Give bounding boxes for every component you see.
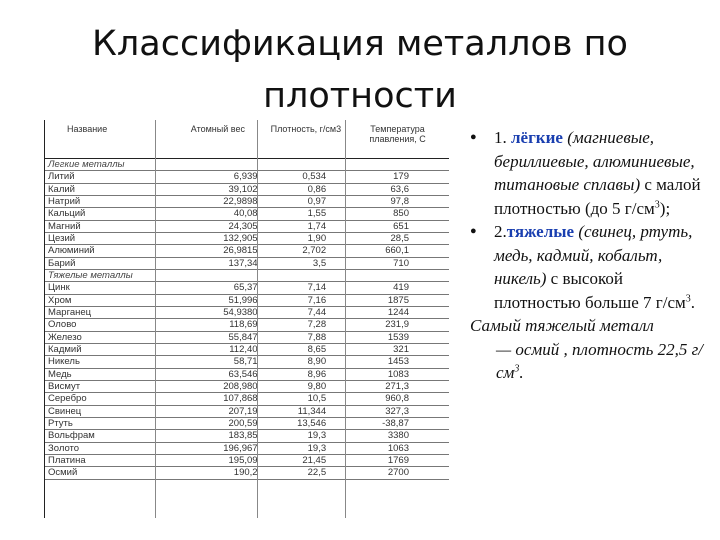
header-density: Плотность, г/см3 — [266, 120, 347, 159]
table-row — [45, 430, 449, 442]
cell-atomic-weight: 132,905 — [170, 232, 265, 244]
cell-atomic-weight: 22,9898 — [170, 195, 265, 207]
table-header-row — [45, 120, 449, 159]
cell-name: Литий — [45, 171, 170, 183]
cell-melting-point: 660,1 — [346, 245, 449, 257]
table-row — [45, 368, 449, 380]
table-row — [45, 171, 449, 183]
cell-name: Кальций — [45, 208, 170, 220]
header-atomic-weight: Атомный вес — [170, 120, 265, 159]
cell-density: 19,3 — [266, 430, 347, 442]
table-row — [45, 257, 449, 269]
cell-density: 11,344 — [266, 405, 347, 417]
heavy-metals-text: 2.тяжелые (свинец, ртуть, медь, кадмий, кобальт, никель) с высокой плотностью больше 7 $г/см^3$. — [494, 222, 696, 312]
cell-name: Платина — [45, 454, 170, 466]
cell-density: 1,74 — [266, 220, 347, 232]
cell-density: 22,5 — [266, 467, 347, 479]
cell-melting-point: 97,8 — [346, 195, 449, 207]
table-row — [45, 220, 449, 232]
cell-melting-point: 1083 — [346, 368, 449, 380]
cell-name: Ртуть — [45, 417, 170, 429]
table-row — [45, 442, 449, 454]
cell-atomic-weight: 195,09 — [170, 454, 265, 466]
cell-atomic-weight: 39,102 — [170, 183, 265, 195]
cell-atomic-weight: 51,996 — [170, 294, 265, 306]
cell-density: 3,5 — [266, 257, 347, 269]
cell-melting-point: 419 — [346, 282, 449, 294]
header-name: Название — [45, 120, 170, 159]
cell-density: 2,702 — [266, 245, 347, 257]
cell-melting-point: 63,6 — [346, 183, 449, 195]
cell-density: 0,534 — [266, 171, 347, 183]
light-metals-text: 1. лёгкие (магниевые, бериллиевые, алюминиевые, титановые сплавы) с малой плотностью (до 5 $г/см^3$); — [494, 128, 701, 218]
group-label: Тяжелые металлы — [45, 269, 449, 281]
cell-atomic-weight: 26,9815 — [170, 245, 265, 257]
table-row — [45, 343, 449, 355]
cell-atomic-weight: 207,19 — [170, 405, 265, 417]
cell-atomic-weight: 190,2 — [170, 467, 265, 479]
cell-density: 9,80 — [266, 380, 347, 392]
column-divider — [345, 120, 346, 518]
cell-density: 8,90 — [266, 356, 347, 368]
cell-atomic-weight: 65,37 — [170, 282, 265, 294]
cell-name: Золото — [45, 442, 170, 454]
cell-atomic-weight: 200,59 — [170, 417, 265, 429]
cell-atomic-weight: 112,40 — [170, 343, 265, 355]
table-row — [45, 232, 449, 244]
cell-melting-point: 231,9 — [346, 319, 449, 331]
cell-atomic-weight: 183,85 — [170, 430, 265, 442]
cell-melting-point: 1063 — [346, 442, 449, 454]
cell-melting-point: 1453 — [346, 356, 449, 368]
table-row — [45, 208, 449, 220]
cell-density: 21,45 — [266, 454, 347, 466]
cell-melting-point: 710 — [346, 257, 449, 269]
header-melting-point: Температура плавления, С — [346, 120, 449, 159]
list-item-heavy — [470, 220, 710, 314]
table-row — [45, 294, 449, 306]
group-label: Легкие металлы — [45, 159, 449, 171]
slide-title-line2: плотности — [263, 76, 457, 116]
cell-atomic-weight: 55,847 — [170, 331, 265, 343]
cell-name: Железо — [45, 331, 170, 343]
cell-name: Медь — [45, 368, 170, 380]
cell-name: Марганец — [45, 306, 170, 318]
cell-atomic-weight: 6,939 — [170, 171, 265, 183]
column-divider — [155, 120, 156, 518]
table-row — [45, 417, 449, 429]
cell-name: Вольфрам — [45, 430, 170, 442]
table-group-row — [45, 159, 449, 171]
table-row — [45, 331, 449, 343]
cell-density: 7,14 — [266, 282, 347, 294]
cell-melting-point: 271,3 — [346, 380, 449, 392]
cell-melting-point: 1244 — [346, 306, 449, 318]
list-item-light — [470, 126, 710, 220]
cell-density: 1,55 — [266, 208, 347, 220]
metals-table — [45, 120, 449, 480]
cell-density: 7,28 — [266, 319, 347, 331]
table-row — [45, 245, 449, 257]
cell-name: Никель — [45, 356, 170, 368]
cell-density: 13,546 — [266, 417, 347, 429]
cell-atomic-weight: 208,980 — [170, 380, 265, 392]
table-group-row — [45, 269, 449, 281]
cell-density: 7,88 — [266, 331, 347, 343]
table-row — [45, 306, 449, 318]
bullet-icon: ● — [470, 131, 477, 143]
cell-atomic-weight: 58,71 — [170, 356, 265, 368]
cell-melting-point: 321 — [346, 343, 449, 355]
cell-melting-point: 1875 — [346, 294, 449, 306]
cell-density: 0,97 — [266, 195, 347, 207]
table-row — [45, 454, 449, 466]
cell-density: 19,3 — [266, 442, 347, 454]
table-row — [45, 356, 449, 368]
cell-atomic-weight: 107,868 — [170, 393, 265, 405]
bullet-icon: ● — [470, 225, 477, 237]
cell-melting-point: 28,5 — [346, 232, 449, 244]
cell-density: 10,5 — [266, 393, 347, 405]
cell-atomic-weight: 24,305 — [170, 220, 265, 232]
table-body — [45, 159, 449, 480]
cell-name: Магний — [45, 220, 170, 232]
keyword-heavy: тяжелые — [506, 222, 575, 241]
cell-name: Цезий — [45, 232, 170, 244]
cell-melting-point: 327,3 — [346, 405, 449, 417]
metals-density-table — [44, 120, 449, 518]
table-row — [45, 380, 449, 392]
cell-name: Свинец — [45, 405, 170, 417]
cell-name: Натрий — [45, 195, 170, 207]
table-row — [45, 183, 449, 195]
cell-density: 8,96 — [266, 368, 347, 380]
cell-melting-point: 651 — [346, 220, 449, 232]
slide-title-line1: Классификация металлов по — [92, 24, 628, 64]
cell-melting-point: 850 — [346, 208, 449, 220]
table-row — [45, 393, 449, 405]
table-row — [45, 405, 449, 417]
cell-density: 0,86 — [266, 183, 347, 195]
cell-density: 7,44 — [266, 306, 347, 318]
cell-density: 8,65 — [266, 343, 347, 355]
cell-atomic-weight: 118,69 — [170, 319, 265, 331]
cell-atomic-weight: 40,08 — [170, 208, 265, 220]
cell-name: Осмий — [45, 467, 170, 479]
cell-density: 7,16 — [266, 294, 347, 306]
table-row — [45, 319, 449, 331]
cell-name: Цинк — [45, 282, 170, 294]
cell-name: Хром — [45, 294, 170, 306]
cell-atomic-weight: 137,34 — [170, 257, 265, 269]
table-row — [45, 195, 449, 207]
cell-melting-point: 2700 — [346, 467, 449, 479]
cell-atomic-weight: 54,9380 — [170, 306, 265, 318]
cell-melting-point: 179 — [346, 171, 449, 183]
table-row — [45, 282, 449, 294]
cell-melting-point: 960,8 — [346, 393, 449, 405]
classification-notes — [470, 126, 710, 385]
table-row — [45, 467, 449, 479]
cell-atomic-weight: 196,967 — [170, 442, 265, 454]
cell-atomic-weight: 63,546 — [170, 368, 265, 380]
cell-melting-point: 1539 — [346, 331, 449, 343]
cell-name: Серебро — [45, 393, 170, 405]
cell-density: 1,90 — [266, 232, 347, 244]
cell-melting-point: -38,87 — [346, 417, 449, 429]
cell-name: Алюминий — [45, 245, 170, 257]
column-divider — [257, 120, 258, 518]
slide-title — [0, 18, 720, 122]
cell-name: Калий — [45, 183, 170, 195]
cell-melting-point: 1769 — [346, 454, 449, 466]
cell-melting-point: 3380 — [346, 430, 449, 442]
cell-name: Барий — [45, 257, 170, 269]
cell-name: Кадмий — [45, 343, 170, 355]
keyword-light: лёгкие — [511, 128, 563, 147]
cell-name: Олово — [45, 319, 170, 331]
cell-name: Висмут — [45, 380, 170, 392]
conclusion-text: Самый тяжелый металл — осмий , плотность 22,5 $г/см^3$. — [470, 316, 704, 382]
